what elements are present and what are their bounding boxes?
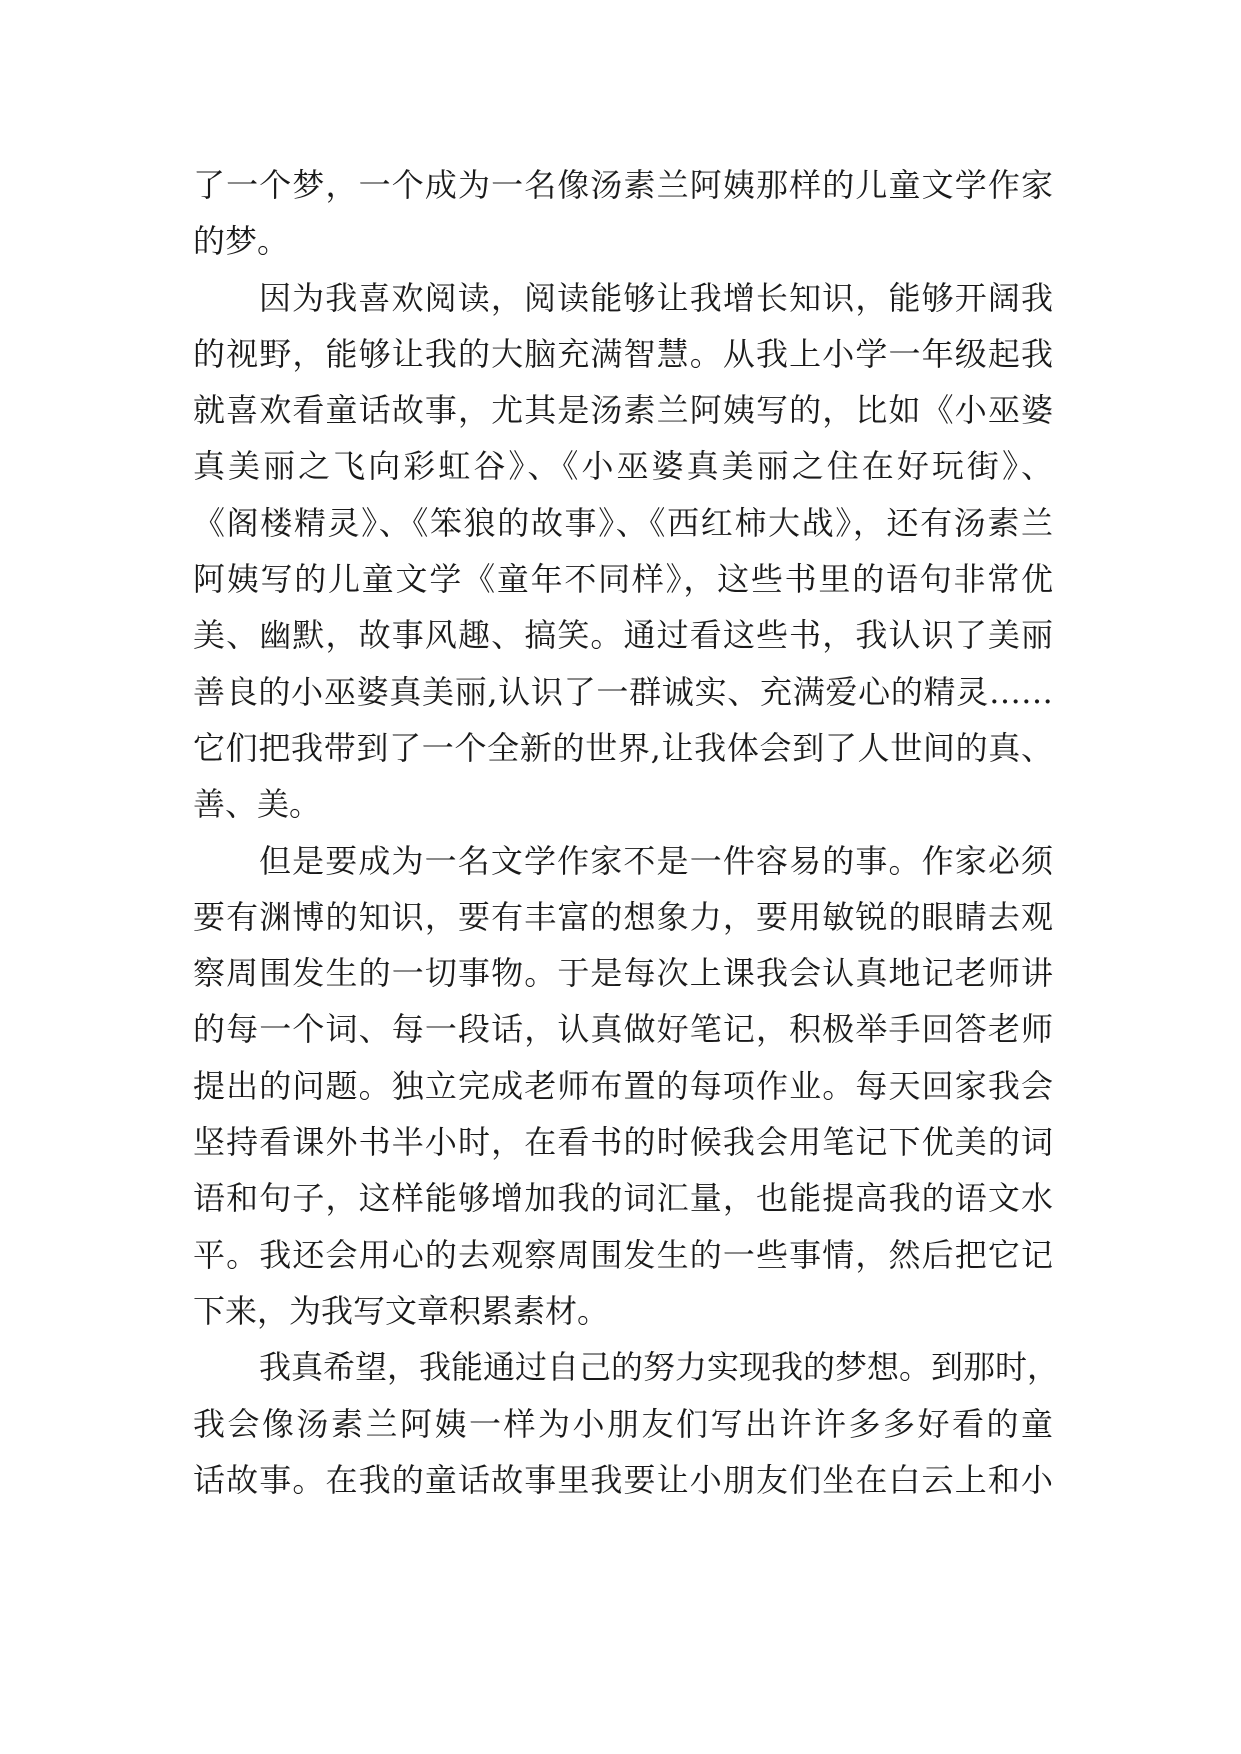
- text-line: 《阁楼精灵》、《笨狼的故事》、《西红柿大战》，还有汤素兰: [193, 503, 1053, 542]
- paragraph-first-line: 但是要成为一名文学作家不是一件容易的事。作家必须: [259, 841, 1053, 880]
- text-line: 善、美。: [193, 785, 322, 824]
- paragraph-first-line: 我真希望，我能通过自己的努力实现我的梦想。到那时，: [259, 1348, 1060, 1387]
- text-line: 话故事。在我的童话故事里我要让小朋友们坐在白云上和小: [193, 1460, 1053, 1499]
- paragraph-first-line: 因为我喜欢阅读，阅读能够让我增长知识，能够开阔我: [259, 278, 1053, 317]
- text-line: 我会像汤素兰阿姨一样为小朋友们写出许许多多好看的童: [193, 1404, 1053, 1443]
- text-line: 了一个梦，一个成为一名像汤素兰阿姨那样的儿童文学作家: [193, 166, 1053, 204]
- text-line: 平。我还会用心的去观察周围发生的一些事情，然后把它记: [193, 1235, 1053, 1274]
- text-line: 善良的小巫婆真美丽,认识了一群诚实、充满爱心的精灵……: [193, 672, 1053, 711]
- text-line: 的每一个词、每一段话，认真做好笔记，积极举手回答老师: [193, 1010, 1053, 1049]
- text-line: 提出的问题。独立完成老师布置的每项作业。每天回家我会: [193, 1066, 1053, 1105]
- text-line: 要有渊博的知识，要有丰富的想象力，要用敏锐的眼睛去观: [193, 897, 1053, 936]
- text-line: 阿姨写的儿童文学《童年不同样》，这些书里的语句非常优: [193, 560, 1053, 599]
- text-line: 下来，为我写文章积累素材。: [193, 1291, 610, 1330]
- text-line: 的视野，能够让我的大脑充满智慧。从我上小学一年级起我: [193, 334, 1053, 373]
- text-line: 就喜欢看童话故事，尤其是汤素兰阿姨写的，比如《小巫婆: [193, 391, 1053, 430]
- text-line: 察周围发生的一切事物。于是每次上课我会认真地记老师讲: [193, 954, 1053, 993]
- text-line: 的梦。: [193, 222, 290, 261]
- body-text: [193, 157, 1060, 1508]
- text-line: 语和句子，这样能够增加我的词汇量，也能提高我的语文水: [193, 1179, 1053, 1218]
- text-line: 它们把我带到了一个全新的世界,让我体会到了人世间的真、: [193, 728, 1053, 767]
- text-line: 美、幽默，故事风趣、搞笑。通过看这些书，我认识了美丽: [193, 616, 1053, 655]
- text-line: 坚持看课外书半小时，在看书的时候我会用笔记下优美的词: [193, 1123, 1053, 1162]
- text-line: 真美丽之飞向彩虹谷》、《小巫婆真美丽之住在好玩街》、: [193, 447, 1053, 486]
